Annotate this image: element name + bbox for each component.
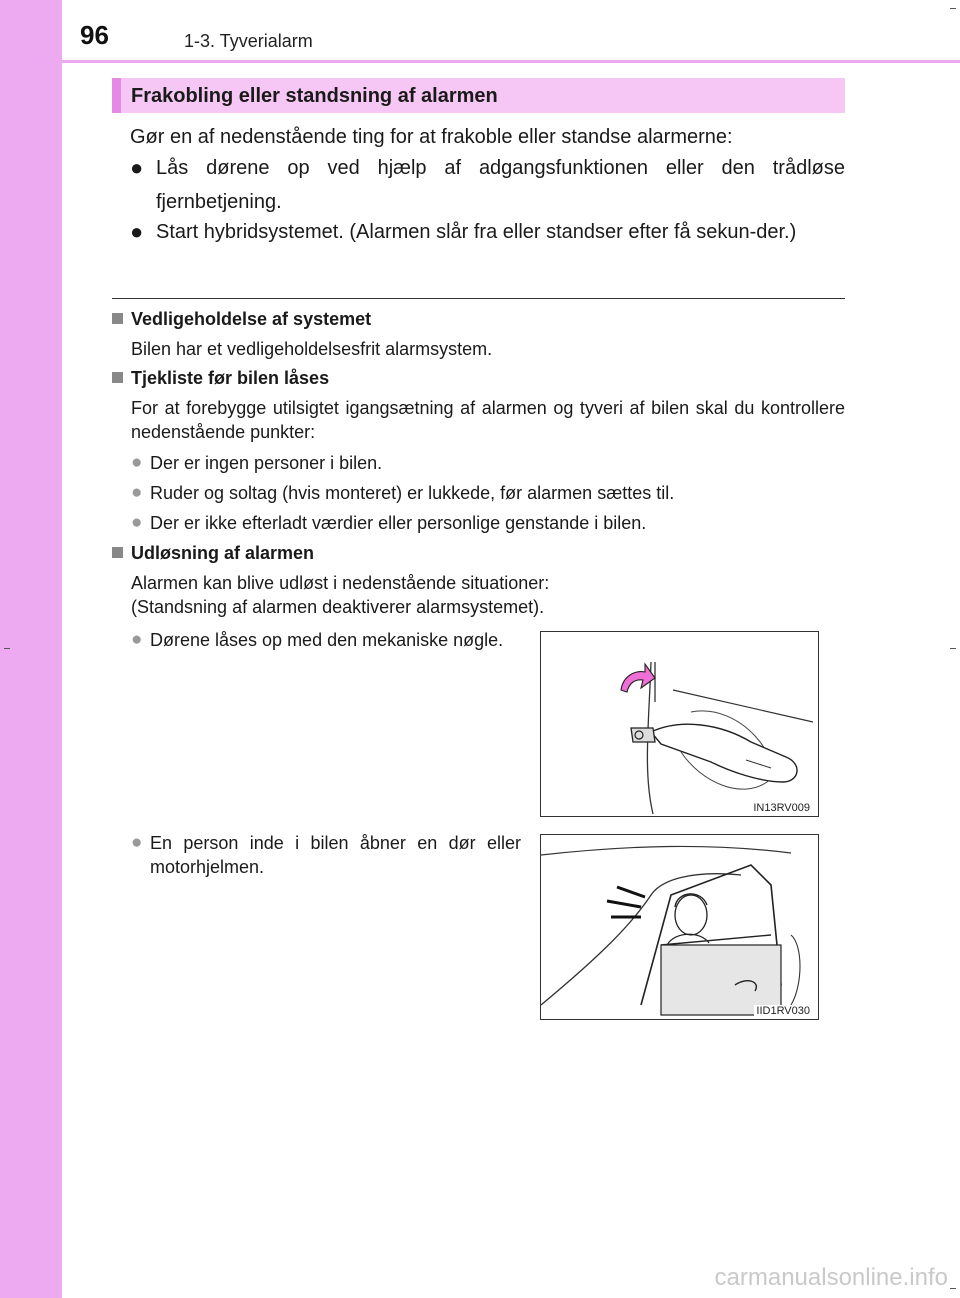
list-item [131, 628, 521, 652]
key-lock-illustration [540, 631, 819, 817]
intro-text: Gør en af nedenstående ting for at frakoble eller standse alarmerne: [130, 126, 733, 148]
square-bullet-icon [112, 313, 123, 324]
side-tab [0, 0, 62, 1298]
door-opening-drawing [541, 835, 818, 1019]
note-body: Alarmen kan blive udløst i nedenstående situationer: [131, 573, 550, 593]
note-body: For at forebygge utilsigtet igangsætning af alarmen og tyveri af bilen skal du kontrollere nedenstående punkter: [131, 398, 845, 442]
figure-code: IN13RV009 [753, 802, 810, 814]
door-opening-illustration [540, 834, 819, 1020]
bullet-icon: ● [130, 155, 144, 180]
list-item-text: Start hybridsystemet. (Alarmen slår fra eller standser efter få sekun-der.) [156, 221, 797, 243]
bullet-icon: ● [131, 452, 143, 473]
bullet-icon: ● [131, 512, 143, 533]
list-item [131, 481, 845, 505]
bullet-icon: ● [131, 629, 143, 650]
square-bullet-icon [112, 547, 123, 558]
list-item-text: Ruder og soltag (hvis monteret) er lukkede, før alarmen sættes til. [150, 483, 675, 503]
list-item-text: Dørene låses op med den mekaniske nøgle. [150, 630, 504, 650]
note-body: (Standsning af alarmen deaktiverer alarmsystemet). [131, 597, 545, 617]
list-item [131, 451, 845, 475]
list-item [130, 151, 845, 219]
section-heading [112, 78, 845, 113]
list-item-text: Der er ikke efterladt værdier eller personlige genstande i bilen. [150, 513, 647, 533]
list-item [131, 511, 845, 535]
list-item [131, 831, 521, 879]
watermark: carmanualsonline.info [714, 1264, 948, 1291]
note-heading: Udløsning af alarmen [112, 543, 314, 564]
list-item-text: Lås dørene op ved hjælp af adgangsfunktionen eller den trådløse fjernbetjening. [156, 157, 845, 213]
list-item-text: Der er ingen personer i bilen. [150, 453, 383, 473]
note-heading: Tjekliste før bilen låses [112, 368, 329, 389]
chapter-title: 1-3. Tyverialarm [184, 31, 313, 51]
figure-code: IID1RV030 [756, 1005, 810, 1017]
square-bullet-icon [112, 372, 123, 383]
crop-mark [950, 1288, 956, 1289]
section-title: Frakobling eller standsning af alarmen [131, 85, 498, 107]
page-number: 96 [80, 20, 109, 50]
list-item-text: En person inde i bilen åbner en dør eller motorhjelmen. [150, 833, 521, 877]
bullet-icon: ● [130, 219, 144, 244]
note-heading: Vedligeholdelse af systemet [112, 309, 371, 330]
note-body: Bilen har et vedligeholdelsesfrit alarmsystem. [131, 339, 493, 359]
crop-mark [950, 648, 956, 649]
header-band [62, 60, 960, 63]
crop-mark [950, 8, 956, 9]
key-lock-drawing [541, 632, 818, 816]
crop-mark [4, 648, 10, 649]
divider [112, 298, 845, 299]
bullet-icon: ● [131, 482, 143, 503]
list-item [130, 215, 845, 249]
bullet-icon: ● [131, 832, 143, 853]
